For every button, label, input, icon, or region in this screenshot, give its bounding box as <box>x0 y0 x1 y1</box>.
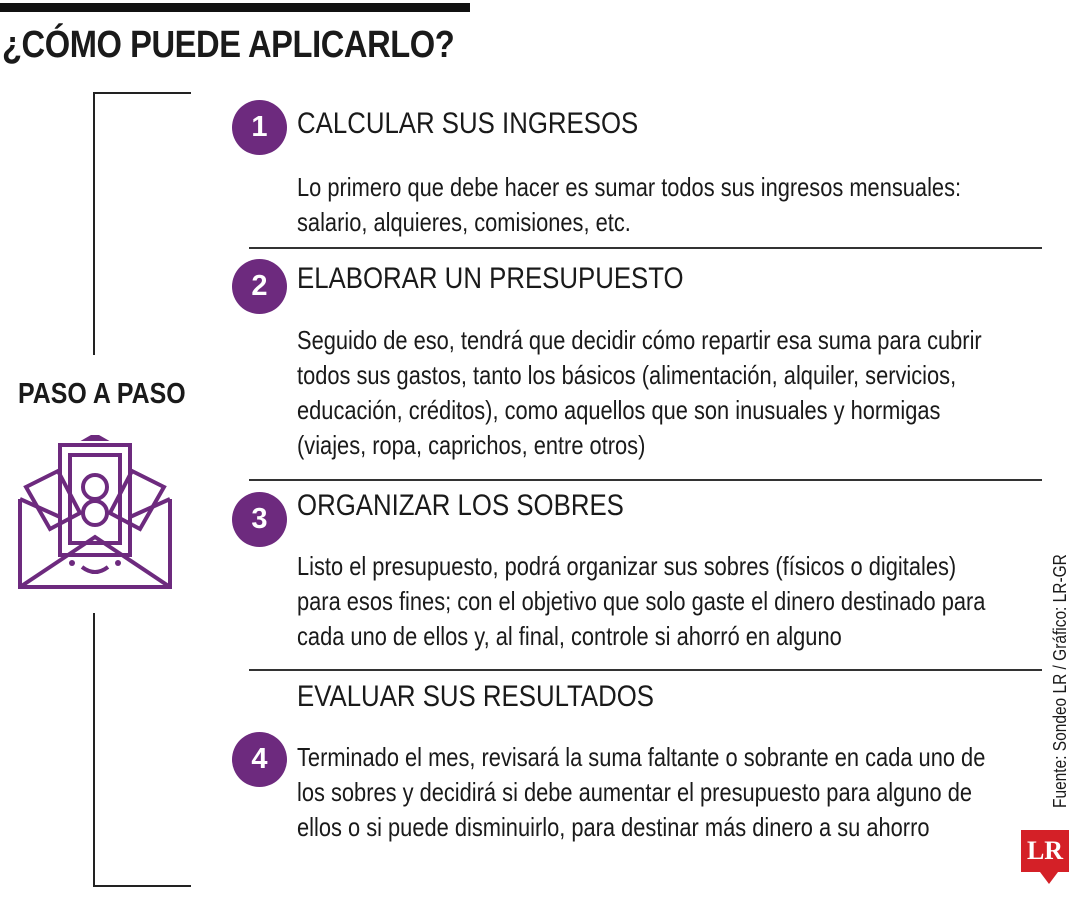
top-rule <box>0 3 470 12</box>
step-3-badge: 3 <box>232 492 287 547</box>
step-1-title: CALCULAR SUS INGRESOS <box>297 107 639 140</box>
step-4-badge: 4 <box>232 732 287 787</box>
separator-2 <box>249 479 1042 481</box>
envelope-money-icon <box>18 435 172 591</box>
page-title: ¿CÓMO PUEDE APLICARLO? <box>2 24 455 66</box>
step-1-badge: 1 <box>232 100 287 155</box>
lr-logo-tail <box>1040 872 1058 884</box>
bracket-bottom-horizontal <box>93 885 191 887</box>
step-3-title: ORGANIZAR LOS SOBRES <box>297 489 624 522</box>
step-2-title: ELABORAR UN PRESUPUESTO <box>297 262 684 295</box>
step-4-title: EVALUAR SUS RESULTADOS <box>297 680 654 713</box>
lr-logo: LR <box>1021 830 1069 872</box>
step-2-badge: 2 <box>232 259 287 314</box>
bracket-upper-vertical <box>93 92 95 355</box>
step-1-body: Lo primero que debe hacer es sumar todos sus ingresos mensuales: salario, alquieres, comisiones, etc. <box>297 172 962 237</box>
separator-1 <box>249 247 1042 249</box>
step-4-body: Terminado el mes, revisará la suma faltante o sobrante en cada uno de los sobres y decidirá si debe aumentar el presupuesto para alguno de ellos o si puede disminuirlo, para destinar más dinero a su ahorro <box>297 742 986 842</box>
source-credit: Fuente: Sondeo LR / Gráfico: LR-GR <box>1050 554 1070 808</box>
step-3-body: Listo el presupuesto, podrá organizar sus sobres (físicos o digitales) para esos fines; con el objetivo que solo gaste el dinero destinado para cada uno de ellos y, al final, controle si ahorró en alguno <box>297 551 986 651</box>
bracket-top-horizontal <box>93 92 191 94</box>
bracket-lower-vertical <box>93 613 95 886</box>
side-label: PASO A PASO <box>18 378 186 410</box>
separator-3 <box>249 669 1042 671</box>
step-2-body: Seguido de eso, tendrá que decidir cómo repartir esa suma para cubrir todos sus gastos, tanto los básicos (alimentación, alquiler, servicios, educación, créditos), como aquellos que son inusuales y hormigas (viajes, ropa, caprichos, entre otros) <box>297 325 982 460</box>
